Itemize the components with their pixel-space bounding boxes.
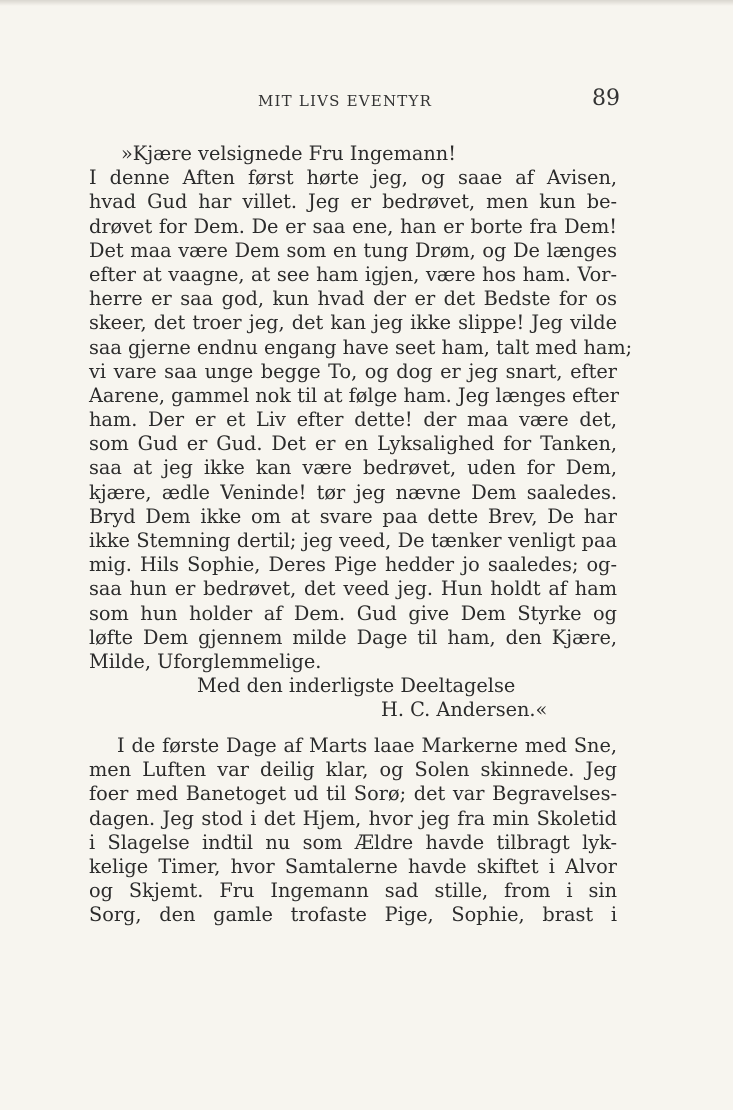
letter-line: Det maa være Dem som en tung Drøm, og De længes — [89, 238, 617, 262]
letter-line: saa gjerne endnu engang have seet ham, talt med ham; — [89, 335, 633, 359]
paragraph-line: kelige Timer, hvor Samtalerne havde skiftet i Alvor — [89, 854, 617, 878]
letter-closing: Med den inderligste Deeltagelse — [197, 674, 516, 698]
page-number: 89 — [592, 86, 620, 111]
letter-block — [89, 142, 633, 723]
running-title: MIT LIVS EVENTYR — [258, 92, 433, 110]
letter-line: skeer, det troer jeg, det kan jeg ikke slippe! Jeg vilde — [89, 311, 617, 335]
paragraph-line: i Slagelse indtil nu som Ældre havde tilbragt lyk- — [89, 830, 617, 854]
letter-line: drøvet for Dem. De er saa ene, han er borte fra Dem! — [89, 214, 617, 238]
page-edge — [0, 0, 733, 6]
letter-line: Milde, Uforglemmelige. — [89, 649, 322, 673]
letter-line: Bryd Dem ikke om at svare paa dette Brev, De har — [89, 504, 617, 528]
letter-line: saa at jeg ikke kan være bedrøvet, uden for Dem, — [89, 456, 617, 480]
letter-line: herre er saa god, kun hvad der er det Bedste for os — [89, 287, 617, 311]
letter-salutation: »Kjære velsignede Fru Ingemann! — [121, 142, 456, 165]
letter-line: som Gud er Gud. Det er en Lyksalighed for Tanken, — [89, 432, 617, 456]
letter-line: løfte Dem gjennem milde Dage til ham, den Kjære, — [89, 625, 617, 649]
letter-line: vi vare saa unge begge To, og dog er jeg snart, efter — [89, 359, 617, 383]
paragraph-line: dagen. Jeg stod i det Hjem, hvor jeg fra min Skoletid — [89, 806, 617, 830]
letter-line: I denne Aften først hørte jeg, og saae af Avisen, — [89, 166, 617, 190]
paragraph-line: I de første Dage af Marts laae Markerne med Sne, — [117, 734, 617, 757]
letter-signature: H. C. Andersen.« — [381, 698, 548, 722]
letter-line: efter at vaagne, at see ham igjen, være hos ham. Vor- — [89, 262, 617, 286]
letter-line: ham. Der er et Liv efter dette! der maa være det, — [89, 408, 617, 432]
letter-line: hvad Gud har villet. Jeg er bedrøvet, men kun be- — [89, 190, 617, 214]
letter-line: saa hun er bedrøvet, det veed jeg. Hun holdt af ham — [89, 577, 617, 601]
paragraph-line: men Luften var deilig klar, og Solen skinnede. Jeg — [89, 758, 617, 782]
letter-line: som hun holder af Dem. Gud give Dem Styrke og — [89, 601, 617, 625]
paragraph-line: foer med Banetoget ud til Sorø; det var Begravelses- — [89, 782, 617, 806]
letter-line: Aarene, gammel nok til at følge ham. Jeg længes efter — [89, 383, 619, 407]
letter-line: ikke Stemning dertil; jeg veed, De tænker venligt paa — [89, 529, 617, 552]
letter-line: mig. Hils Sophie, Deres Pige hedder jo saaledes; og- — [89, 553, 617, 577]
paragraph-line: og Skjemt. Fru Ingemann sad stille, from i sin — [89, 879, 617, 903]
letter-line: kjære, ædle Veninde! tør jeg nævne Dem saaledes. — [89, 480, 617, 504]
narrative-paragraph — [89, 734, 617, 928]
paragraph-line: Sorg, den gamle trofaste Pige, Sophie, brast i — [89, 903, 617, 927]
